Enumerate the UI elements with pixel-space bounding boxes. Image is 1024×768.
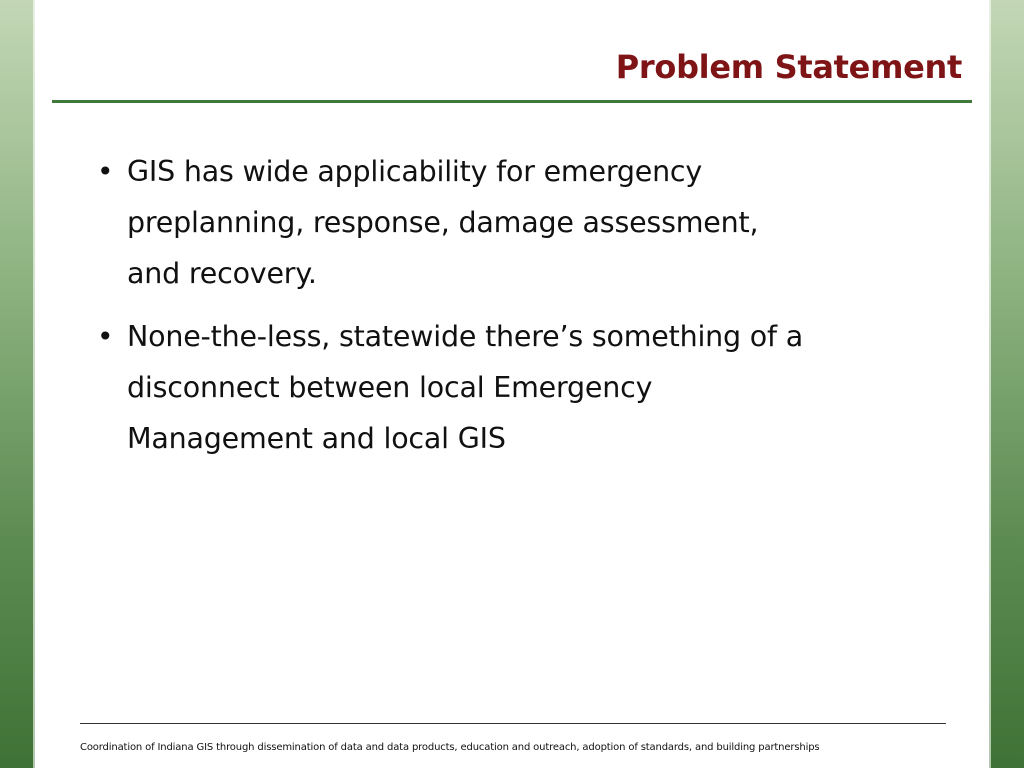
- bullet-line: None-the-less, statewide there’s something of a: [127, 320, 803, 353]
- bullet-line: preplanning, response, damage assessment,: [127, 206, 759, 239]
- bullet-icon: •: [97, 320, 114, 353]
- bullet-item: [97, 146, 957, 299]
- footer-text: Coordination of Indiana GIS through dissemination of data and data products, education and outreach, adoption of standards, and building partnerships: [80, 742, 820, 753]
- bullet-item: [97, 311, 957, 464]
- bullet-icon: •: [97, 155, 114, 188]
- bullet-list: [97, 146, 957, 476]
- left-decorative-bar: [0, 0, 35, 768]
- bullet-line: and recovery.: [127, 257, 317, 290]
- slide-title: Problem Statement: [615, 48, 962, 86]
- footer-divider: [80, 723, 946, 724]
- title-divider: [52, 100, 972, 103]
- bullet-line: GIS has wide applicability for emergency: [127, 155, 703, 188]
- bullet-line: disconnect between local Emergency: [127, 371, 653, 404]
- right-decorative-bar: [989, 0, 1024, 768]
- bullet-line: Management and local GIS: [127, 422, 506, 455]
